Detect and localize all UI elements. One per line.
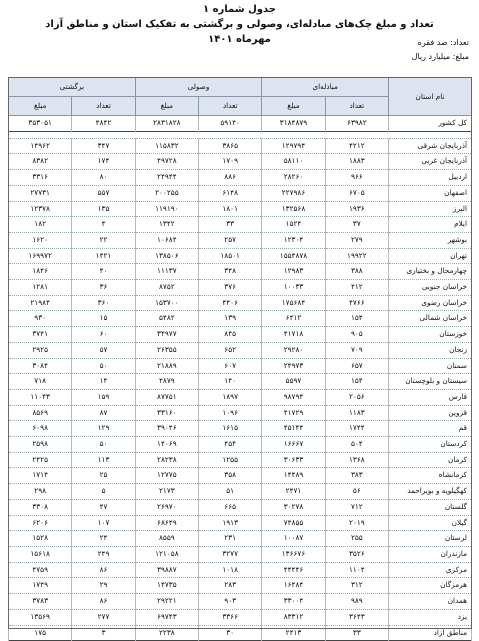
province-name: سمنان: [389, 358, 472, 374]
exchanged-amount: ۲۴۱۳: [262, 625, 325, 641]
returned-count: ۲۷۷: [72, 609, 135, 625]
exchanged-amount: ۱۲۹۸۳: [262, 264, 325, 280]
table-row: [9, 295, 472, 311]
exchanged-amount: ۱۶۶۶۷: [262, 437, 325, 453]
exchanged-amount: ۸۳۳۱۲: [262, 609, 325, 625]
province-name: قزوین: [389, 405, 472, 421]
table-row: [9, 609, 472, 625]
returned-amount: ۱۴۹۶۲: [9, 138, 72, 154]
collected-amount: ۱۰۶۸۴: [135, 232, 198, 248]
header-collected-amount: مبلغ: [135, 97, 198, 116]
exchanged-amount: ۱۵۵۴۸۷۸: [262, 248, 325, 264]
table-row: [9, 578, 472, 594]
collected-count: ۳۸۶۵: [199, 138, 262, 154]
collected-amount: ۳۹۸۸۷: [135, 562, 198, 578]
collected-amount: ۳۳۱۶۰: [135, 405, 198, 421]
collected-amount: ۳۹۰۴۶: [135, 421, 198, 437]
collected-amount: ۱۴۰۶۹: [135, 437, 198, 453]
exchanged-count: ۹۰۵: [325, 327, 388, 343]
returned-amount: ۶۲۰۶: [9, 515, 72, 531]
header-returned-amount: مبلغ: [9, 97, 72, 116]
exchanged-amount: ۲۲۷۹۸۶: [262, 185, 325, 201]
table-row: [9, 562, 472, 578]
table-row: [9, 185, 472, 201]
exchanged-count: ۹۶۶: [325, 170, 388, 186]
exchanged-amount: ۵۸۱۱۰: [262, 154, 325, 170]
header-collected-count: تعداد: [199, 97, 262, 116]
collected-count: ۵۱: [199, 484, 262, 500]
exchanged-amount: ۳۰۲۷۸: [262, 499, 325, 515]
returned-count: ۴: [72, 217, 135, 233]
collected-amount: ۱۱۱۳۷: [135, 264, 198, 280]
exchanged-count: ۳۸۸: [325, 264, 388, 280]
exchanged-count: ۲۷۹: [325, 232, 388, 248]
table-row: [9, 217, 472, 233]
exchanged-count: ۳۸۳: [325, 468, 388, 484]
table-row: [9, 437, 472, 453]
province-name: لرستان: [389, 531, 472, 547]
table-row: [9, 280, 472, 296]
table-number: جدول شماره ۱: [203, 4, 276, 15]
returned-count: ۱۷۴: [72, 154, 135, 170]
table-row: [9, 531, 472, 547]
province-name: کرمانشاه: [389, 468, 472, 484]
province-name: مرکزی: [389, 562, 472, 578]
collected-amount: ۲۶۳۵۵: [135, 342, 198, 358]
collected-amount: ۸۵۵۹: [135, 531, 198, 547]
returned-amount: ۱۱۰۴۳: [9, 389, 72, 405]
table-body: [9, 116, 472, 641]
returned-count: ۱۴: [72, 374, 135, 390]
collected-count: ۱۸۵۰۱: [199, 248, 262, 264]
collected-amount: ۸۷۷۵۱: [135, 389, 198, 405]
returned-amount: ۱۷۱۴: [9, 468, 72, 484]
province-name: گیلان: [389, 515, 472, 531]
table-row: [9, 452, 472, 468]
collected-count: ۱۳۹: [199, 311, 262, 327]
exchanged-amount: ۱۵۲۴: [262, 217, 325, 233]
header-collected: وصولی: [135, 78, 262, 97]
collected-amount: ۵۴۸۲: [135, 311, 198, 327]
exchanged-count: ۴۲۱۲: [325, 138, 388, 154]
province-name: کردستان: [389, 437, 472, 453]
returned-count: ۱۰۷: [72, 515, 135, 531]
exchanged-count: ۳۷: [325, 217, 388, 233]
exchanged-count: ۲۵۵: [325, 531, 388, 547]
collected-count: ۸۸۶: [199, 170, 262, 186]
table-row: [9, 625, 472, 641]
province-name: کرمان: [389, 452, 472, 468]
province-name: زنجان: [389, 342, 472, 358]
exchanged-amount: ۱۰۰۳۳: [262, 280, 325, 296]
province-name: هرمزگان: [389, 578, 472, 594]
province-name: خوزستان: [389, 327, 472, 343]
header-exchanged: مبادله‌ای: [262, 78, 389, 97]
spacer-cell: [9, 131, 472, 138]
collected-amount: ۴۹۷۲۸: [135, 154, 198, 170]
province-name: آذربایجان شرقی: [389, 138, 472, 154]
exchanged-count: ۱۵۴: [325, 311, 388, 327]
returned-count: ۴۷: [72, 499, 135, 515]
returned-count: ۵۰: [72, 437, 135, 453]
returned-amount: ۱۸۲: [9, 217, 72, 233]
returned-amount: ۸۳۸۲: [9, 154, 72, 170]
table-row: [9, 232, 472, 248]
returned-amount: ۶۰۹۸: [9, 421, 72, 437]
exchanged-count: ۱۵۴: [325, 374, 388, 390]
collected-count: ۱۶۱۵: [199, 421, 262, 437]
exchanged-count: ۴۷۶۶: [325, 295, 388, 311]
returned-amount: ۷۱۸: [9, 374, 72, 390]
exchanged-count: ۱۱۸۳: [325, 405, 388, 421]
exchanged-amount: ۱۶۴۸۴: [262, 578, 325, 594]
exchanged-amount: ۳۰۶۳۳: [262, 452, 325, 468]
province-name: قم: [389, 421, 472, 437]
collected-amount: ۱۵۳۷۰۰: [135, 295, 198, 311]
collected-count: ۱۴۰: [199, 374, 262, 390]
returned-count: ۲۵: [72, 468, 135, 484]
collected-amount: ۶۹۷۴۳: [135, 609, 198, 625]
returned-count: ۵۵۷: [72, 185, 135, 201]
collected-amount: ۱۲۷۷۵: [135, 468, 198, 484]
exchanged-count: ۱۹۹۲۲: [325, 248, 388, 264]
exchanged-amount: ۹۸۷۹۴: [262, 389, 325, 405]
province-name: خراسان جنوبی: [389, 280, 472, 296]
returned-count: ۸۰: [72, 170, 135, 186]
table-row: [9, 389, 472, 405]
returned-amount: ۹۳۰: [9, 311, 72, 327]
returned-count: ۸۷: [72, 405, 135, 421]
province-name: مازندران: [389, 546, 472, 562]
header-returned: برگشتی: [9, 78, 136, 97]
returned-count: ۲۴۹: [72, 546, 135, 562]
collected-amount: ۱۱۵۸۳۲: [135, 138, 198, 154]
collected-count: ۴۴۰۶: [199, 295, 262, 311]
returned-amount: ۱۲۸۱: [9, 280, 72, 296]
returned-amount: ۱۷۴۹: [9, 578, 72, 594]
collected-count: ۳۵۸: [199, 468, 262, 484]
returned-count: ۱۳۵: [72, 201, 135, 217]
exchanged-amount: ۱۴۴۸۹: [262, 468, 325, 484]
collected-count: ۱۸۹۷: [199, 389, 262, 405]
collected-count: ۲۸۳: [199, 578, 262, 594]
collected-count: ۲۵۷: [199, 232, 262, 248]
exchanged-amount: ۴۴۴۴۶: [262, 562, 325, 578]
table-row: [9, 138, 472, 154]
table-row: [9, 342, 472, 358]
table-row: [9, 154, 472, 170]
province-name: کل کشور: [389, 116, 472, 132]
collected-amount: ۱۲۱۰۵۸: [135, 546, 198, 562]
province-name: ایلام: [389, 217, 472, 233]
returned-count: ۱۵۹: [72, 389, 135, 405]
table-row: [9, 358, 472, 374]
table-row-total: [9, 116, 472, 132]
province-name: خراسان شمالی: [389, 311, 472, 327]
returned-amount: ۱۷۵: [9, 625, 72, 641]
exchanged-count: ۴۱۲: [325, 280, 388, 296]
returned-amount: ۱۵۶۱۸: [9, 546, 72, 562]
exchanged-count: ۲۰۱۹: [325, 515, 388, 531]
returned-count: ۸۶: [72, 562, 135, 578]
exchanged-count: ۱۳۶۸: [325, 452, 388, 468]
returned-count: ۱۵: [72, 311, 135, 327]
collected-count: ۳۲۷۷: [199, 546, 262, 562]
returned-amount: ۳۷۸۳: [9, 594, 72, 610]
collected-count: ۳۴۸: [199, 264, 262, 280]
exchanged-amount: ۱۲۳۰۴: [262, 232, 325, 248]
unit-amount-note: مبلغ: میلیارد ریال: [411, 52, 469, 61]
province-name: چهارمحال و بختیاری: [389, 264, 472, 280]
collected-amount: ۲۶۹۷۰: [135, 499, 198, 515]
exchanged-amount: ۱۷۵۶۸۴: [262, 295, 325, 311]
collected-count: ۳۰: [199, 625, 262, 641]
returned-amount: ۲۹۸: [9, 484, 72, 500]
returned-count: ۵۰: [72, 358, 135, 374]
province-name: آذربایجان غربی: [389, 154, 472, 170]
exchanged-count: ۹۸۹: [325, 594, 388, 610]
province-name: کهگیلویه و بویراحمد: [389, 484, 472, 500]
province-name: همدان: [389, 594, 472, 610]
returned-amount: ۳۳۱۶: [9, 170, 72, 186]
collected-count: ۶۶۵: [199, 499, 262, 515]
collected-count: ۶۵۲: [199, 342, 262, 358]
exchanged-count: ۱۱۰۴: [325, 562, 388, 578]
collected-count: ۳۳: [199, 217, 262, 233]
collected-amount: ۶۸۶۴۹: [135, 515, 198, 531]
returned-amount: ۱۶۲۰: [9, 232, 72, 248]
returned-amount: ۱۶۹۹۷۲: [9, 248, 72, 264]
exchanged-amount: ۲۴۹۷۳: [262, 358, 325, 374]
returned-count: ۵۷: [72, 342, 135, 358]
table-row: [9, 201, 472, 217]
returned-amount: ۳۰۸۴: [9, 358, 72, 374]
table-row: [9, 546, 472, 562]
exchanged-count: ۶۷۰۵: [325, 185, 388, 201]
table-title: تعداد و مبلغ چک‌های مبادله‌ای، وصولی و برگشتی به تفکیک استان و مناطق آزاد: [45, 19, 434, 30]
exchanged-amount: ۴۱۷۱۸: [262, 327, 325, 343]
header-exchanged-count: تعداد: [325, 97, 388, 116]
cheques-table: [8, 77, 472, 641]
row-spacer: [9, 131, 472, 138]
exchanged-count: ۳۱۲: [325, 578, 388, 594]
collected-amount: ۲۹۲۲۱: [135, 594, 198, 610]
table-row: [9, 264, 472, 280]
returned-count: ۱۴۲۱: [72, 248, 135, 264]
collected-amount: ۱۴۷۳۵: [135, 578, 198, 594]
table-row: [9, 170, 472, 186]
returned-count: ۲۴: [72, 531, 135, 547]
exchanged-amount: ۶۴۱۲: [262, 311, 325, 327]
province-name: بوشهر: [389, 232, 472, 248]
returned-count: ۴۰: [72, 264, 135, 280]
province-name: اصفهان: [389, 185, 472, 201]
returned-count: ۳۶: [72, 280, 135, 296]
table-row: [9, 499, 472, 515]
collected-count: ۳۳۶۶: [199, 609, 262, 625]
collected-count: ۴۵۴: [199, 437, 262, 453]
returned-amount: ۳۳۰۸: [9, 499, 72, 515]
returned-amount: ۱۳۵۶۹: [9, 609, 72, 625]
table-row: [9, 594, 472, 610]
exchanged-count: ۱۸۸۳: [325, 154, 388, 170]
exchanged-count: ۵۰۴: [325, 437, 388, 453]
collected-amount: ۱۳۴۲: [135, 217, 198, 233]
collected-amount: ۲۱۷۳: [135, 484, 198, 500]
exchanged-amount: ۳۳۰۰۴: [262, 594, 325, 610]
collected-count: ۱۰۱۸: [199, 562, 262, 578]
returned-amount: ۲۷۷۳۱: [9, 185, 72, 201]
collected-amount: ۱۳۸۵۰۶: [135, 248, 198, 264]
returned-count: ۱۱۳: [72, 452, 135, 468]
table-period: مهرماه ۱۴۰۱: [208, 34, 271, 45]
returned-amount: ۳۷۴۱: [9, 327, 72, 343]
document-header: [0, 2, 479, 47]
collected-count: ۶۰۷: [199, 358, 262, 374]
returned-count: ۱۲۹: [72, 421, 135, 437]
exchanged-amount: ۱۲۹۷۹۴: [262, 138, 325, 154]
collected-amount: ۱۱۹۱۹۰: [135, 201, 198, 217]
collected-count: ۵۹۱۴۰: [199, 116, 262, 132]
collected-amount: ۲۸۳۱۸۲۸: [135, 116, 198, 132]
province-name: یزد: [389, 609, 472, 625]
exchanged-amount: ۲۸۲۶۰: [262, 170, 325, 186]
returned-amount: ۲۵۹۸: [9, 437, 72, 453]
table-row: [9, 515, 472, 531]
table-row: [9, 248, 472, 264]
returned-count: ۳: [72, 625, 135, 641]
collected-amount: ۳۴۹۷۷: [135, 327, 198, 343]
exchanged-count: ۶۳۹۸۲: [325, 116, 388, 132]
returned-count: ۳۴۷: [72, 138, 135, 154]
collected-count: ۱۹۱۳: [199, 515, 262, 531]
exchanged-count: ۶۵۷: [325, 358, 388, 374]
exchanged-count: ۱۷۴۴: [325, 421, 388, 437]
exchanged-amount: ۱۳۶۶۷۶: [262, 546, 325, 562]
exchanged-count: ۳۳: [325, 625, 388, 641]
header-returned-count: تعداد: [72, 97, 135, 116]
exchanged-amount: ۲۴۷۱: [262, 484, 325, 500]
collected-count: ۳۷۶: [199, 280, 262, 296]
collected-amount: ۲۴۹۴۴: [135, 170, 198, 186]
collected-amount: ۲۱۸۸۹: [135, 358, 198, 374]
table-row: [9, 468, 472, 484]
collected-count: ۸۴۵: [199, 327, 262, 343]
returned-count: ۴۸۴۲: [72, 116, 135, 132]
returned-count: ۶۰: [72, 327, 135, 343]
exchanged-amount: ۳۱۸۴۸۷۹: [262, 116, 325, 132]
collected-count: ۹۰۳: [199, 594, 262, 610]
table-row: [9, 311, 472, 327]
exchanged-count: ۵۶: [325, 484, 388, 500]
province-name: البرز: [389, 201, 472, 217]
collected-count: ۲۳۱: [199, 531, 262, 547]
returned-amount: ۲۹۲۵: [9, 342, 72, 358]
table-row: [9, 405, 472, 421]
table-row: [9, 421, 472, 437]
exchanged-count: ۱۹۳۶: [325, 201, 388, 217]
returned-amount: ۲۱۹۸۴: [9, 295, 72, 311]
exchanged-amount: ۱۳۲۵۶۸: [262, 201, 325, 217]
returned-amount: ۲۴۲۵: [9, 452, 72, 468]
returned-amount: ۸۵۶۹: [9, 405, 72, 421]
returned-count: ۸۶: [72, 594, 135, 610]
returned-count: ۲۹: [72, 578, 135, 594]
collected-count: ۱۲۵۵: [199, 452, 262, 468]
collected-count: ۱۷۰۹: [199, 154, 262, 170]
returned-amount: ۱۸۴۶: [9, 264, 72, 280]
returned-count: ۵: [72, 484, 135, 500]
collected-amount: ۲۸۲۳۸: [135, 452, 198, 468]
exchanged-amount: ۱۰۰۸۷: [262, 531, 325, 547]
returned-count: ۲۲: [72, 232, 135, 248]
exchanged-amount: ۷۴۸۵۵: [262, 515, 325, 531]
exchanged-amount: ۴۵۱۴۴: [262, 421, 325, 437]
province-name: اردبیل: [389, 170, 472, 186]
province-name: فارس: [389, 389, 472, 405]
collected-count: ۱۰۹۶: [199, 405, 262, 421]
returned-amount: ۱۲۳۷۸: [9, 201, 72, 217]
returned-amount: ۴۷۵۹: [9, 562, 72, 578]
exchanged-count: ۷۱۲: [325, 499, 388, 515]
exchanged-amount: ۵۵۹۷: [262, 374, 325, 390]
exchanged-amount: ۴۱۷۲۹: [262, 405, 325, 421]
province-name: گلستان: [389, 499, 472, 515]
exchanged-count: ۲۰۵۶: [325, 389, 388, 405]
header-province: نام استان: [389, 78, 472, 116]
unit-count-note: تعداد: صد فقره: [417, 38, 469, 47]
province-name: مناطق آزاد: [389, 625, 472, 641]
province-name: خراسان رضوی: [389, 295, 472, 311]
province-name: سیستان و بلوچستان: [389, 374, 472, 390]
collected-amount: ۴۸۷۹: [135, 374, 198, 390]
collected-amount: ۸۷۵۲: [135, 280, 198, 296]
collected-count: ۱۸۰۱: [199, 201, 262, 217]
exchanged-count: ۳۵۲۶: [325, 546, 388, 562]
header-exchanged-amount: مبلغ: [262, 97, 325, 116]
collected-amount: ۲۲۳۸: [135, 625, 198, 641]
exchanged-count: ۷۰۹: [325, 342, 388, 358]
returned-amount: ۳۵۳۰۵۱: [9, 116, 72, 132]
returned-count: ۳۶۰: [72, 295, 135, 311]
table-row: [9, 484, 472, 500]
province-name: تهران: [389, 248, 472, 264]
exchanged-count: ۳۶۴۳: [325, 609, 388, 625]
collected-amount: ۲۰۰۲۵۵: [135, 185, 198, 201]
table-row: [9, 374, 472, 390]
exchanged-amount: ۲۹۲۸۰: [262, 342, 325, 358]
table-row: [9, 327, 472, 343]
collected-count: ۶۱۴۸: [199, 185, 262, 201]
returned-amount: ۱۵۲۸: [9, 531, 72, 547]
